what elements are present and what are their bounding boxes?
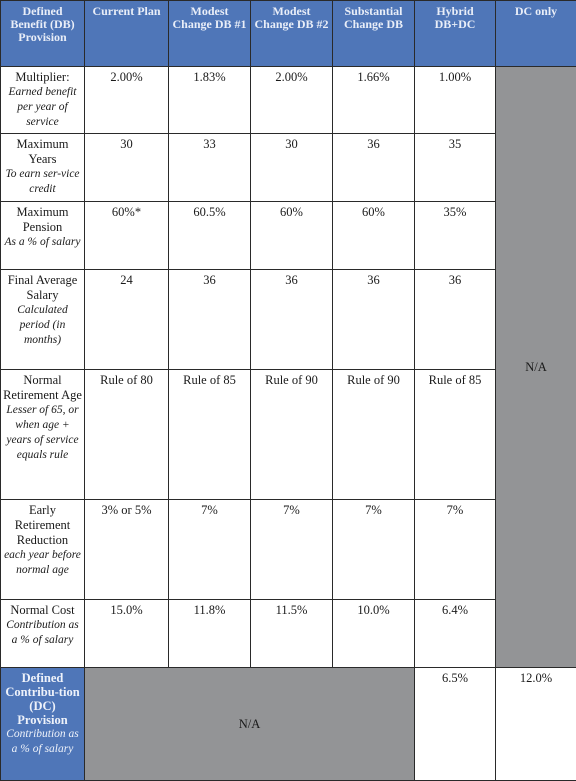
cell-hybrid: Rule of 85 <box>415 370 496 500</box>
cell-substantial-change: 10.0% <box>333 600 415 668</box>
header-modest-change-2: Modest Change DB #2 <box>251 1 333 67</box>
header-dc-only: DC only <box>496 1 576 67</box>
provision-name: Early Retirement Reduction <box>3 503 82 548</box>
cell-substantial-change: 60% <box>333 202 415 270</box>
cell-substantial-change: 7% <box>333 500 415 600</box>
cell-hybrid: 1.00% <box>415 67 496 134</box>
cell-current-plan: 3% or 5% <box>85 500 169 600</box>
cell-dc-only: 12.0% <box>496 668 576 781</box>
cell-current-plan: 60%* <box>85 202 169 270</box>
cell-modest-change-1: 1.83% <box>169 67 251 134</box>
cell-modest-change-1: 60.5% <box>169 202 251 270</box>
provision-name: Maximum Years <box>3 137 82 167</box>
provision-name: Normal Cost <box>3 603 82 618</box>
provision-description: To earn ser-vice credit <box>3 167 82 197</box>
cell-modest-change-2: 36 <box>251 270 333 370</box>
cell-hybrid: 36 <box>415 270 496 370</box>
provision-description: Contribution as a % of salary <box>3 618 82 648</box>
provision-name: Maximum Pension <box>3 205 82 235</box>
header-substantial-change: Substantial Change DB <box>333 1 415 67</box>
header-hybrid: Hybrid DB+DC <box>415 1 496 67</box>
cell-substantial-change: Rule of 90 <box>333 370 415 500</box>
row-label <box>1 668 85 781</box>
cell-hybrid: 7% <box>415 500 496 600</box>
row-label <box>1 67 85 134</box>
provision-name: Normal Retirement Age <box>3 373 82 403</box>
table-row <box>1 500 576 600</box>
cell-modest-change-2: Rule of 90 <box>251 370 333 500</box>
provision-description: Lesser of 65, or when age + years of service equals rule <box>3 403 82 463</box>
cell-substantial-change: 36 <box>333 270 415 370</box>
cell-substantial-change: 1.66% <box>333 67 415 134</box>
cell-modest-change-2: 30 <box>251 134 333 202</box>
cell-current-plan: 15.0% <box>85 600 169 668</box>
row-label <box>1 270 85 370</box>
provision-description: Calculated period (in months) <box>3 303 82 348</box>
dc-only-na-cell: N/A <box>496 67 576 668</box>
header-row <box>1 1 576 67</box>
cell-modest-change-1: 11.8% <box>169 600 251 668</box>
cell-modest-change-2: 2.00% <box>251 67 333 134</box>
provision-description: Contribution as a % of salary <box>3 727 82 757</box>
table-row <box>1 202 576 270</box>
cell-hybrid: 6.4% <box>415 600 496 668</box>
table-row <box>1 370 576 500</box>
header-modest-change-1: Modest Change DB #1 <box>169 1 251 67</box>
row-label <box>1 370 85 500</box>
cell-current-plan: 24 <box>85 270 169 370</box>
cell-modest-change-2: 7% <box>251 500 333 600</box>
provision-name: Multiplier: <box>3 70 82 85</box>
provision-description: Earned benefit per year of service <box>3 85 82 130</box>
dc-provision-na-cell: N/A <box>85 668 415 781</box>
table-row <box>1 67 576 134</box>
cell-modest-change-1: 33 <box>169 134 251 202</box>
row-label <box>1 600 85 668</box>
row-label <box>1 202 85 270</box>
cell-substantial-change: 36 <box>333 134 415 202</box>
cell-modest-change-1: 7% <box>169 500 251 600</box>
row-label <box>1 500 85 600</box>
row-label <box>1 134 85 202</box>
cell-hybrid: 35% <box>415 202 496 270</box>
cell-modest-change-2: 11.5% <box>251 600 333 668</box>
table-row <box>1 600 576 668</box>
dc-provision-row <box>1 668 576 781</box>
cell-modest-change-2: 60% <box>251 202 333 270</box>
cell-hybrid: 35 <box>415 134 496 202</box>
cell-current-plan: 30 <box>85 134 169 202</box>
cell-current-plan: 2.00% <box>85 67 169 134</box>
table-row <box>1 270 576 370</box>
provision-description: each year before normal age <box>3 548 82 578</box>
provision-description: As a % of salary <box>3 235 82 250</box>
cell-current-plan: Rule of 80 <box>85 370 169 500</box>
table-row <box>1 134 576 202</box>
cell-modest-change-1: Rule of 85 <box>169 370 251 500</box>
header-current-plan: Current Plan <box>85 1 169 67</box>
cell-modest-change-1: 36 <box>169 270 251 370</box>
header-provision: Defined Benefit (DB) Provision <box>1 1 85 67</box>
provision-name: Final Average Salary <box>3 273 82 303</box>
provision-name: Defined Contribu-tion (DC) Provision <box>3 671 82 727</box>
cell-hybrid: 6.5% <box>415 668 496 781</box>
